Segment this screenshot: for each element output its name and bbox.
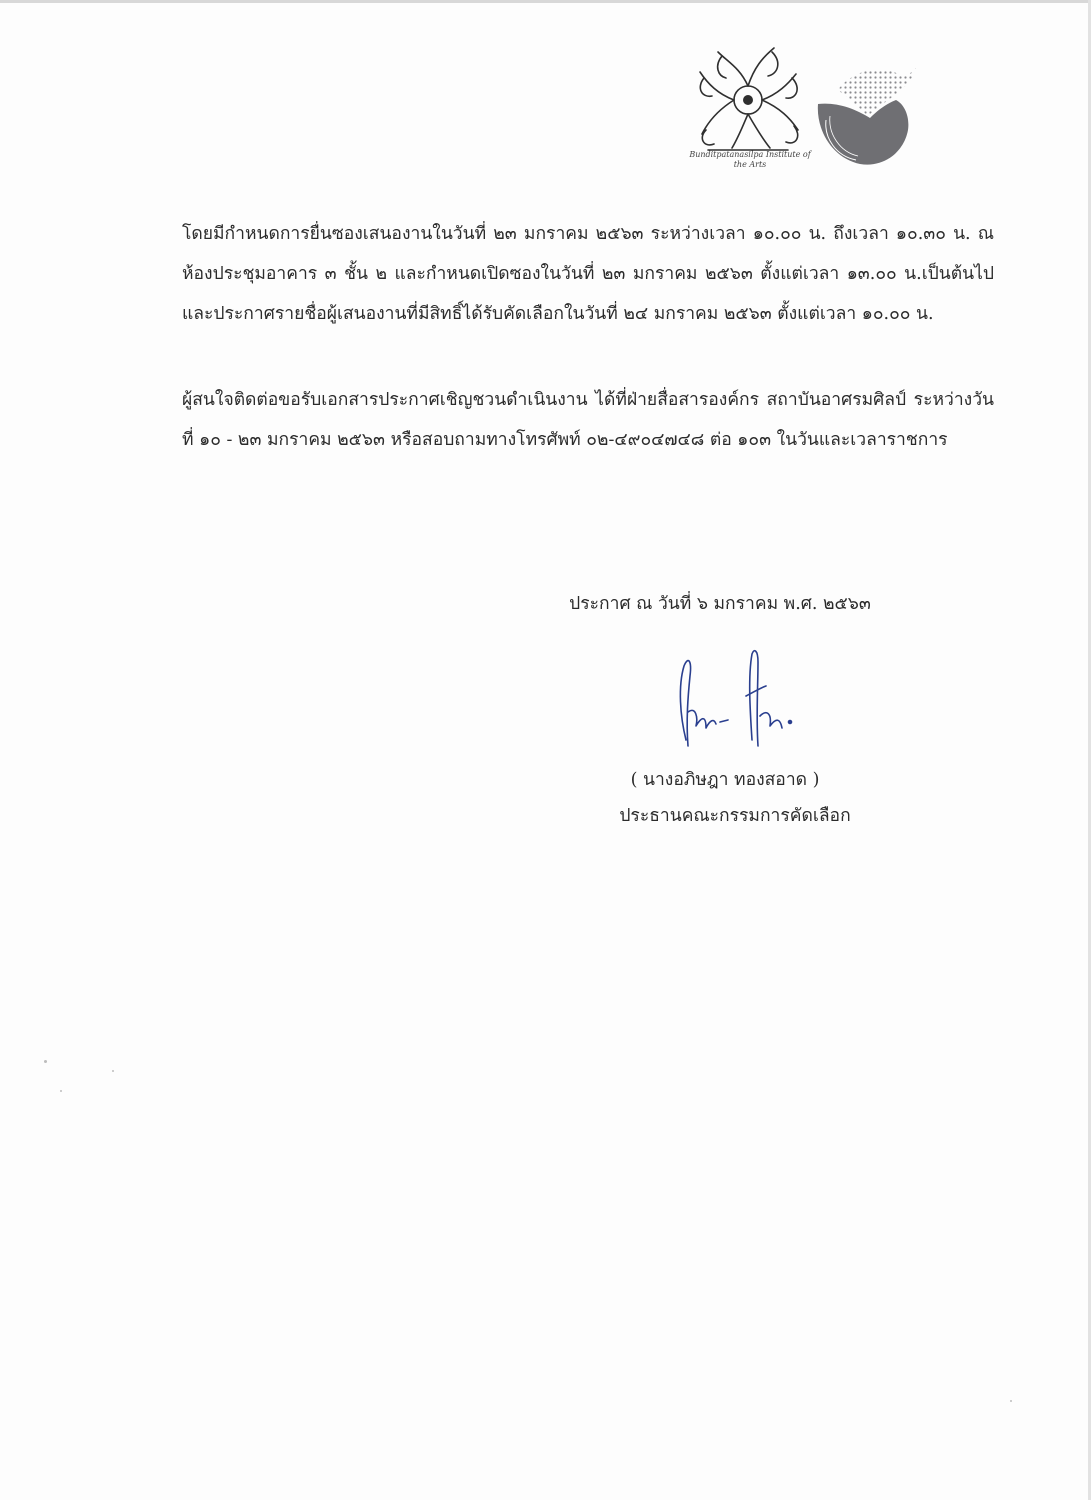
paragraph-contact-info: ผู้สนใจติดต่อขอรับเอกสารประกาศเชิญชวนดำเนินงาน ได้ที่ฝ่ายสื่อสารองค์กร สถาบันอาศรมศิลป์ ระหว่างวันที่ ๑๐ - ๒๓ มกราคม ๒๕๖๓ หรือสอบถามทางโทรศัพท์ ๐๒-๔๙๐๔๗๔๘ ต่อ ๑๐๓ ในวันและเวลาราชการ [182, 390, 994, 450]
scan-speck [44, 1060, 47, 1063]
announcement-date: ประกาศ ณ วันที่ ๖ มกราคม พ.ศ. ๒๕๖๓ [569, 594, 871, 614]
arts-institute-caption: Bunditpatanasilpa Institute of the Arts [689, 150, 811, 169]
signer-title: ประธานคณะกรรมการคัดเลือก [619, 806, 851, 826]
dove-fund-logo [808, 60, 920, 170]
scan-speck [1010, 1400, 1012, 1402]
handwritten-signature [662, 636, 812, 766]
scan-edge-top [0, 0, 1091, 3]
scan-speck [112, 1070, 114, 1072]
paragraph-submission-schedule: โดยมีกำหนดการยื่นซองเสนองานในวันที่ ๒๓ มกราคม ๒๕๖๓ ระหว่างเวลา ๑๐.๐๐ น. ถึงเวลา ๑๐.๓๐ น. ณ ห้องประชุมอาคาร ๓ ชั้น ๒ และกำหนดเปิดซองในวันที่ ๒๓ มกราคม ๒๕๖๓ ตั้งแต่เวลา ๑๓.๐๐ น.เป็นต้นไป และประกาศรายชื่อผู้เสนองานที่มีสิทธิ์ได้รับคัดเลือกในวันที่ ๒๔ มกราคม ๒๕๖๓ ตั้งแต่เวลา ๑๐.๐๐ น. [182, 224, 994, 324]
signer-name: ( นางอภิษฎา ทองสอาด ) [630, 770, 820, 790]
arts-institute-logo [688, 38, 808, 168]
scan-speck [60, 1090, 62, 1092]
